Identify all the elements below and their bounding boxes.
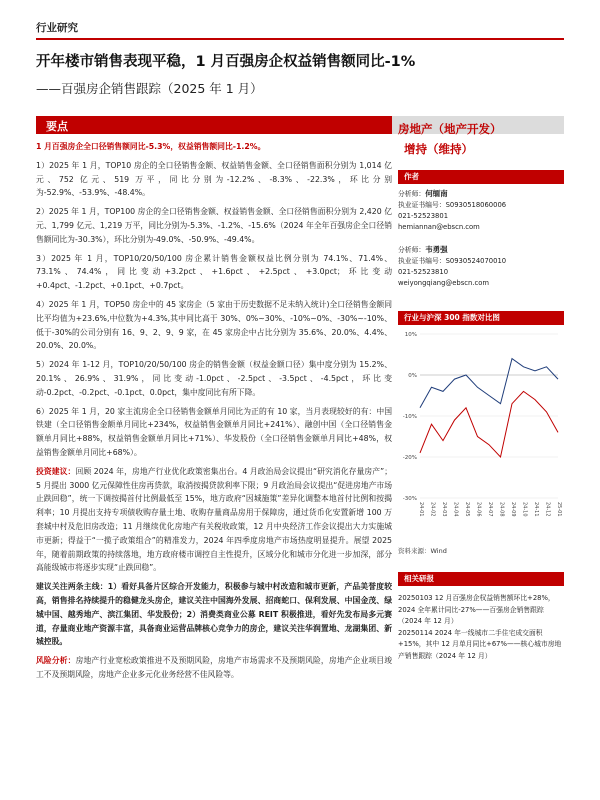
focus-lines: 建议关注两条主线：1）看好具备片区综合开发能力，积极参与城中村改造和城市更新，产品美誉度较高，销售排名持续提升的稳健龙头房企，建议关注中国海外发展、招商蛇口、保利发展、中国金茂、绿城中国、越秀地产、滨江集团、华发股份；2）消费类商业公募 REIT 积极推进，看好先发布局多元赛道，存量商业地产资源丰富，具备商业运营品牌核心竞争力的房企，建议关注华润置地、龙湖集团、新城控股。 bbox=[36, 582, 392, 647]
authors-bar: 作者 bbox=[398, 170, 564, 184]
analyst-role: 分析师： bbox=[398, 246, 426, 254]
chart-bar: 行业与沪深 300 指数对比图 bbox=[398, 311, 564, 325]
x-tick-label: 24-05 bbox=[464, 502, 470, 517]
index-comparison-chart bbox=[398, 326, 564, 536]
risk-label: 风险分析： bbox=[36, 656, 76, 666]
risk-text: 房地产行业宽松政策推进不及预期风险，房地产市场需求不及预期风险，房地产企业项目竣工不及预期风险，房地产企业多元化业务经营不佳风险等。 bbox=[36, 656, 393, 679]
x-tick-label: 24-04 bbox=[452, 502, 459, 517]
x-tick-label: 24-06 bbox=[475, 502, 482, 517]
x-tick-label: 24-07 bbox=[487, 502, 493, 517]
series-line-hs300 bbox=[420, 359, 558, 408]
chart-lines bbox=[420, 359, 558, 457]
x-tick-label: 24-09 bbox=[510, 502, 516, 517]
x-tick-label: 24-02 bbox=[429, 502, 436, 517]
point-4: 4）2025 年 1 月，TOP50 房企中的 45 家房企（5 家由于历史数据不足未纳入统计)全口径销售金额同比平均值为+23.6%,中位数为+4.3%,其中同比高于 30%、0%~30%、-10%~0%、-30%~-10%、低于-30%的公司分别有 16、9、2、9、9 家，在 45 家房企中占比分别为 35.6%、20.0%、4.4%、20.0%、20.0%。 bbox=[36, 299, 392, 351]
point-5: 5）2024 年 1-12 月，TOP10/20/50/100 房企的销售金额（权益金额口径）集中度分别为 15.2%、20.1%、26.9%、31.9%，同比变动-1.0pct、-2.5pct、-3.5pct、-4.5pct，环比变动-0.2pct、-0.2pct、-0.1pct、0.0pct，集中度同比有所下降。 bbox=[36, 360, 392, 397]
related-report-2[interactable]: 20250114 2024 年一线城市二手住宅成交面积+15%，其中 12 月单月同比+67%——核心城市房地产销售跟踪（2024 年 12 月） bbox=[398, 628, 562, 660]
x-tick-label: 24-11 bbox=[533, 502, 539, 517]
related-report-1[interactable]: 20250103 12 月百强房企权益销售额环比+28%，2024 全年累计同比-27%——百强房企销售跟踪（2024 年 12 月） bbox=[398, 594, 555, 625]
key-points-bar: 要点 bbox=[36, 116, 392, 134]
headline: 1 月百强房企全口径销售额同比-5.3%，权益销售额同比-1.2%。 bbox=[36, 142, 266, 151]
analyst-phone: 021-52523801 bbox=[398, 212, 449, 220]
header-divider bbox=[36, 38, 564, 40]
x-tick-label: 25-01 bbox=[556, 502, 562, 517]
analyst-cert: 执业证书编号：S0930524070010 bbox=[398, 257, 507, 265]
x-axis-labels bbox=[418, 502, 562, 517]
y-tick-label: -10% bbox=[402, 414, 417, 420]
analyst-cert: 执业证书编号：S0930518060006 bbox=[398, 201, 507, 209]
rating-sector: 房地产（地产开发） bbox=[398, 122, 502, 136]
point-1: 1）2025 年 1 月，TOP10 房企的全口径销售金额、权益销售金额、全口径销售面积分别为 1,014 亿元、752 亿元、519 万平，同比分别为-12.2%、-8.3%、-22.3%，环比分别为-52.9%、-53.9%、-48.4%。 bbox=[36, 160, 392, 198]
analyst-name: 韦勇强 bbox=[425, 245, 448, 254]
y-tick-label: -20% bbox=[402, 455, 417, 461]
y-tick-label: -30% bbox=[402, 496, 417, 502]
rating-value: 增持（维持） bbox=[404, 142, 473, 156]
point-6: 6）2025 年 1 月，20 家主流房企全口径销售金额单月同比为正的有 10 家，当月表现较好的有：中国铁建（全口径销售金额单月同比+234%，权益销售金额单月同比+241%）、融创中国（全口径销售金额单月同比+88%，权益销售金额单月同比+71%）、华发股份（全口径销售金额单月同比+48%，权益销售金额单月同比+68%）。 bbox=[36, 406, 392, 457]
point-2: 2）2025 年 1 月，TOP100 房企的全口径销售金额、权益销售金额、全口径销售面积分别为 2,420 亿元、1,799 亿元、1,219 万平，同比分别为-5.3%、-1.2%、-15.6%（2024 年全年百强房企全口径销售额同比为-30.3%），环比分别为-49.0%、-50.9%、-49.4%。 bbox=[36, 207, 392, 244]
related-bar: 相关研报 bbox=[398, 572, 564, 586]
risk-analysis bbox=[36, 654, 392, 682]
x-tick-label: 24-08 bbox=[498, 502, 505, 517]
investment-advice bbox=[36, 465, 392, 575]
analyst-role: 分析师： bbox=[398, 190, 426, 198]
invest-text: 回顾 2024 年，房地产行业优化政策密集出台。4 月政治局会议提出“研究消化存量房产”；5 月提出 3000 亿元保障性住房再贷款，取消按揭贷款利率下限；9 月政治局会议提出“促进房地产市场止跌回稳”，统一下调按揭首付比例最低至 15%，地方政府“因城施策”差异化调整本地首付比例和按揭利率；10 月提出支持专项债收购存量土地、收购存量商品房用于保障房，通过货币化安置新增 100 万套城中村及危旧房改造；11 月继续优化房地产有关税收政策，12 月中央经济工作会议提出大力实施城市更新；得益于“一揽子政策组合”的精准发力，2024 年四季度房地产市场热度明显提升。展望 2025 年，随着前期政策的持续落地，地方政府楼市调控自主性提升，区域分化和城市分化进一步加深，部分高能级城市将逐步实现“止跌回稳”。 bbox=[36, 466, 392, 573]
analyst-name: 何缅南 bbox=[425, 189, 448, 198]
y-axis-labels bbox=[403, 332, 417, 502]
x-tick-label: 24-01 bbox=[418, 502, 424, 517]
report-title: 开年楼市销售表现平稳，1 月百强房企权益销售额同比-1% bbox=[36, 54, 416, 70]
report-category: 行业研究 bbox=[36, 22, 78, 34]
y-tick-label: 0% bbox=[408, 373, 417, 379]
x-tick-label: 24-12 bbox=[544, 502, 551, 517]
point-3: 3）2025 年 1 月，TOP10/20/50/100 房企累计销售金额权益比例分别为 74.1%、71.4%、73.1%、74.4%，同比变动+3.2pct、+1.6pct、+2.5pct、+3.0pct；环比变动+0.4pct、-1.2pct、+0.1pct、+0.7pct。 bbox=[36, 253, 392, 291]
analyst-1 bbox=[398, 188, 564, 233]
invest-label: 投资建议： bbox=[36, 466, 76, 476]
y-tick-label: 10% bbox=[404, 332, 417, 338]
series-line-real-estate bbox=[420, 391, 558, 457]
main-body bbox=[36, 140, 392, 687]
analyst-2 bbox=[398, 244, 564, 289]
analyst-email[interactable]: hemiannan@ebscn.com bbox=[398, 223, 480, 231]
related-reports bbox=[398, 593, 564, 662]
report-subtitle: ——百强房企销售跟踪（2025 年 1 月） bbox=[36, 81, 263, 96]
x-tick-label: 24-03 bbox=[441, 502, 447, 517]
chart-grid bbox=[420, 334, 558, 498]
analyst-email[interactable]: weiyongqiang@ebscn.com bbox=[398, 279, 489, 287]
chart-source: 资料来源：Wind bbox=[398, 547, 447, 555]
analyst-phone: 021-52523810 bbox=[398, 268, 449, 276]
x-tick-label: 24-10 bbox=[521, 502, 528, 517]
